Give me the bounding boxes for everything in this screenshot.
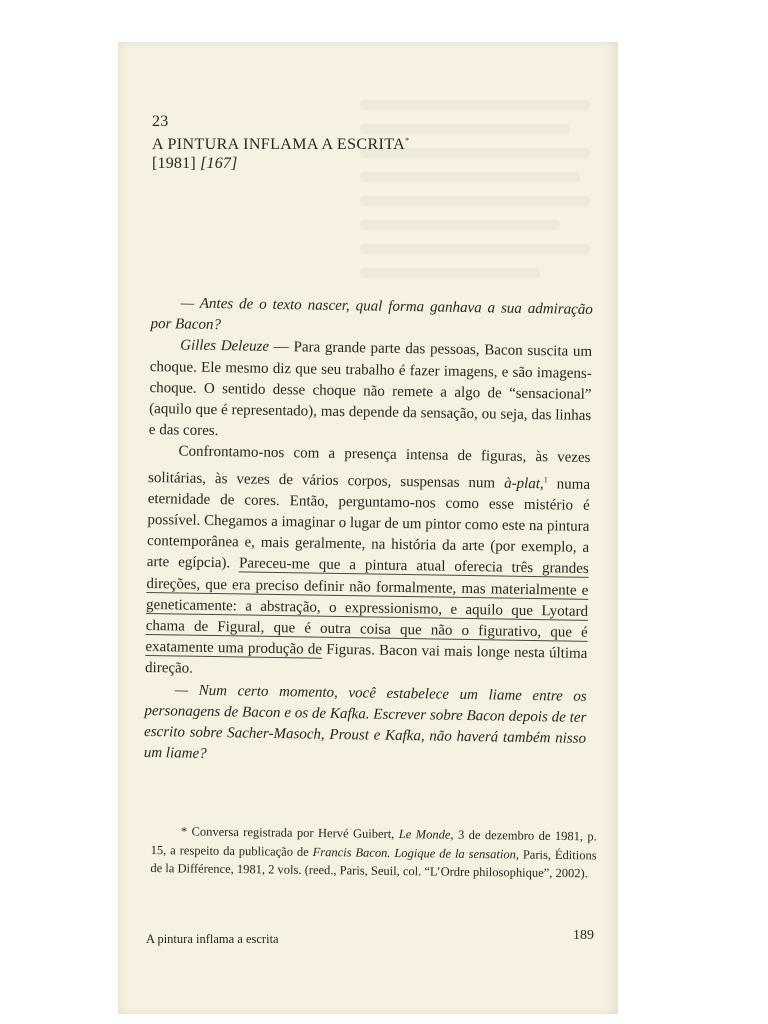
underlined-passage: Pareceu-me que a pintura atual oferecia três grandes direções, que era preciso definir não formalmente, mas materialmente e geneticamente: a abstração, o expressionismo, e aquilo que Lyotard chama de Figural, que é outra coisa que não o figurativo, que é exatamente uma produção de	[145, 555, 589, 658]
answer-1-text: — Para grande parte das pessoas, Bacon suscita um choque. Ele mesmo diz que seu trabalho é fazer imagens, e são imagens-choque. O sentido desse choque não remete a algo de “sensacional” (aquilo que é representado), mas depende da sensação, ou seja, das linhas e das cores.	[148, 339, 593, 440]
question-2: — Num certo momento, você estabelece um liame entre os personagens de Bacon e os de Kafka. Escrever sobre Bacon depois de ter escrito sobre Sacher-Masoch, Proust e Kafka, não haverá também nisso um liame?	[143, 682, 587, 763]
question-1: — Antes de o texto nascer, qual forma ganhava a sua admiração por Bacon?	[150, 295, 593, 334]
paragraph-2-end: Figuras. Bacon vai mais longe nesta última direção.	[144, 641, 588, 678]
show-through-line	[360, 172, 580, 182]
title-footnote-mark: *	[405, 136, 410, 145]
chapter-reference	[152, 154, 410, 173]
page-ref: [167]	[200, 155, 238, 172]
a-plat-term: à-plat,	[504, 475, 544, 492]
book-title: Francis Bacon. Logique de la sensation	[312, 844, 516, 861]
paragraph-2-middle: numa eternidade de cores. Então, perguntamo-nos como esse mistério é possível. Chegamos a imaginar o lugar de um pintor como este na pintura contemporânea e, mais geralmente, na história da arte (por exemplo, a arte egípcia).	[146, 475, 591, 572]
answer-1	[149, 335, 593, 448]
page-number: 189	[573, 928, 594, 943]
show-through-line	[360, 220, 560, 230]
speaker-name: Gilles Deleuze	[180, 337, 270, 356]
chapter-heading	[152, 112, 410, 173]
footnote-text-3: , Paris, Éditions de la Différence, 1981, 2 vols. (reed., Paris, Seuil, col. “L’Ordre philosophique”, 2002).	[150, 846, 597, 881]
paragraph-2-start: Confrontamo-nos com a presença intensa de figuras, às vezes solitárias, às vezes de vários corpos, suspensas num	[147, 443, 591, 492]
chapter-title-text: A PINTURA INFLAMA A ESCRITA	[152, 136, 406, 153]
chapter-number: 23	[152, 113, 169, 130]
running-head: A pintura inflama a escrita	[146, 932, 279, 946]
body-text	[144, 293, 593, 771]
footnote-text-2: , 3 de dezembro de 1981, p. 15, a respeito da publicação de	[150, 827, 597, 859]
year-ref: [1981]	[152, 155, 196, 172]
footnote-mark: *	[180, 824, 188, 839]
footnote-text-1: Conversa registrada por Hervé Guibert,	[187, 824, 399, 842]
paragraph-2	[145, 441, 591, 686]
show-through-line	[360, 196, 590, 206]
note-ref-1: 1	[543, 474, 548, 484]
chapter-title	[152, 131, 410, 154]
footnote	[150, 822, 597, 883]
show-through-line	[360, 100, 590, 110]
newspaper-title: Le Monde	[398, 827, 451, 842]
show-through-line	[360, 244, 590, 254]
show-through-line	[360, 268, 540, 278]
